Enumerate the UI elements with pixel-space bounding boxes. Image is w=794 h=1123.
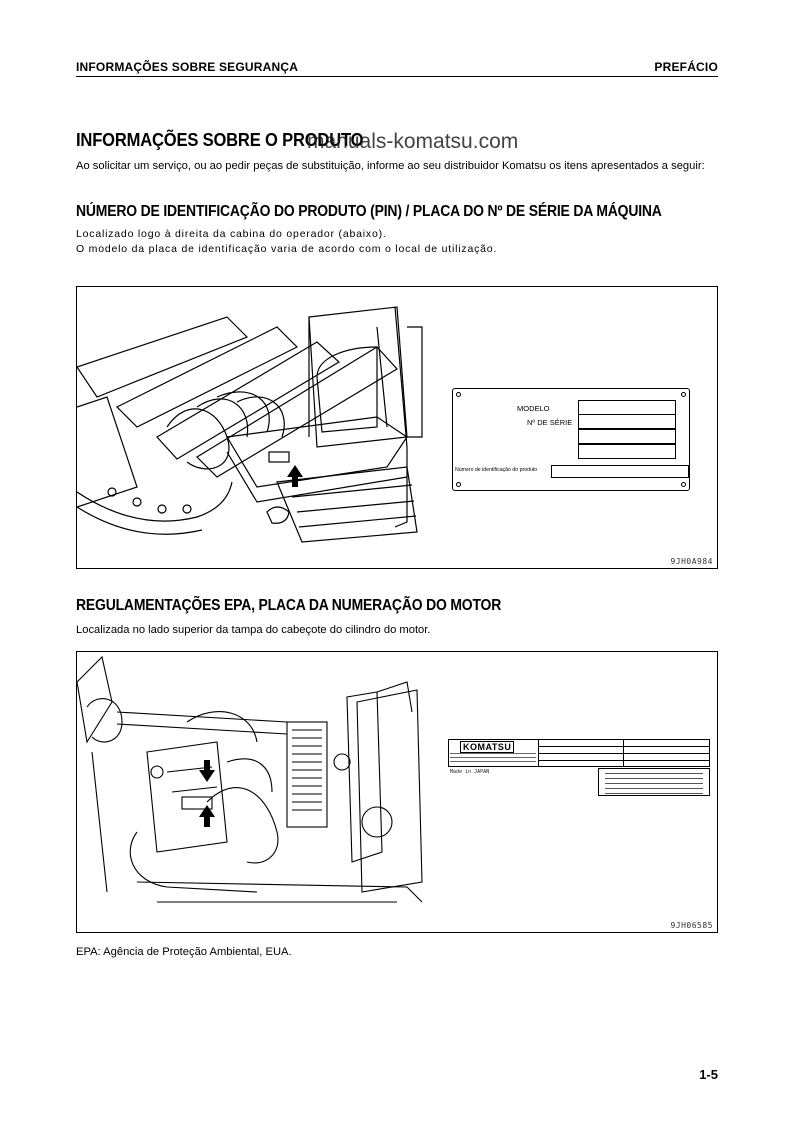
section-title-product-info: INFORMAÇÕES SOBRE O PRODUTO [76, 130, 364, 150]
figure-engine-plate [76, 651, 718, 933]
pin-location-line2: O modelo da placa de identificação varia de acordo com o local de utilização. [76, 243, 498, 255]
engine-plate-made-in: Made in JAPAN [450, 769, 490, 775]
figure-machine-serial-plate [76, 286, 718, 569]
location-arrow-icon [199, 760, 215, 782]
plate-model-field [578, 400, 676, 415]
plate-rivet [456, 482, 461, 487]
machine-serial-plate [452, 388, 690, 491]
running-header-left: INFORMAÇÕES SOBRE SEGURANÇA [76, 60, 299, 74]
section-product-info-text: Ao solicitar um serviço, ou ao pedir peças de substituição, informe ao seu distribuidor Komatsu os itens apresentados a seguir: [76, 160, 705, 172]
plate-serial-label: Nº DE SÉRIE [527, 418, 573, 427]
engine-plate-emission-label [598, 768, 710, 796]
engine-plate-brand: KOMATSU [460, 741, 514, 753]
epa-note-text: Agência de Proteção Ambiental, EUA. [100, 946, 292, 958]
plate-serial-field-3 [578, 444, 676, 459]
running-header-right: PREFÁCIO [654, 60, 718, 74]
plate-rivet [681, 482, 686, 487]
plate-rivet [456, 392, 461, 397]
location-arrow-icon [199, 805, 215, 827]
plate-serial-field-2 [578, 429, 676, 444]
plate-pin-field [551, 465, 689, 478]
section-title-epa-plate: REGULAMENTAÇÕES EPA, PLACA DA NUMERAÇÃO DO MOTOR [76, 597, 502, 614]
watermark: manuals-komatsu.com [307, 130, 519, 153]
location-arrow-icon [287, 465, 303, 487]
plate-rivet [681, 392, 686, 397]
figure-code: 9JH0A984 [670, 557, 713, 566]
figure-code: 9JH06585 [670, 921, 713, 930]
epa-location-text: Localizada no lado superior da tampa do cabeçote do cilindro do motor. [76, 624, 431, 636]
section-title-pin-plate: NÚMERO DE IDENTIFICAÇÃO DO PRODUTO (PIN) / PLACA DO Nº DE SÉRIE DA MÁQUINA [76, 203, 662, 220]
epa-note [76, 945, 718, 959]
page-number: 1-5 [699, 1067, 718, 1082]
engine-serial-plate [448, 739, 710, 795]
plate-serial-field-1 [578, 414, 676, 429]
plate-model-label: MODELO [517, 404, 550, 413]
plate-pin-label: Número de identificação do produto [455, 467, 538, 473]
pin-location-line1: Localizado logo à direita da cabina do operador (abaixo). [76, 228, 387, 240]
header-rule [76, 76, 718, 77]
epa-note-label: EPA: [76, 946, 101, 958]
